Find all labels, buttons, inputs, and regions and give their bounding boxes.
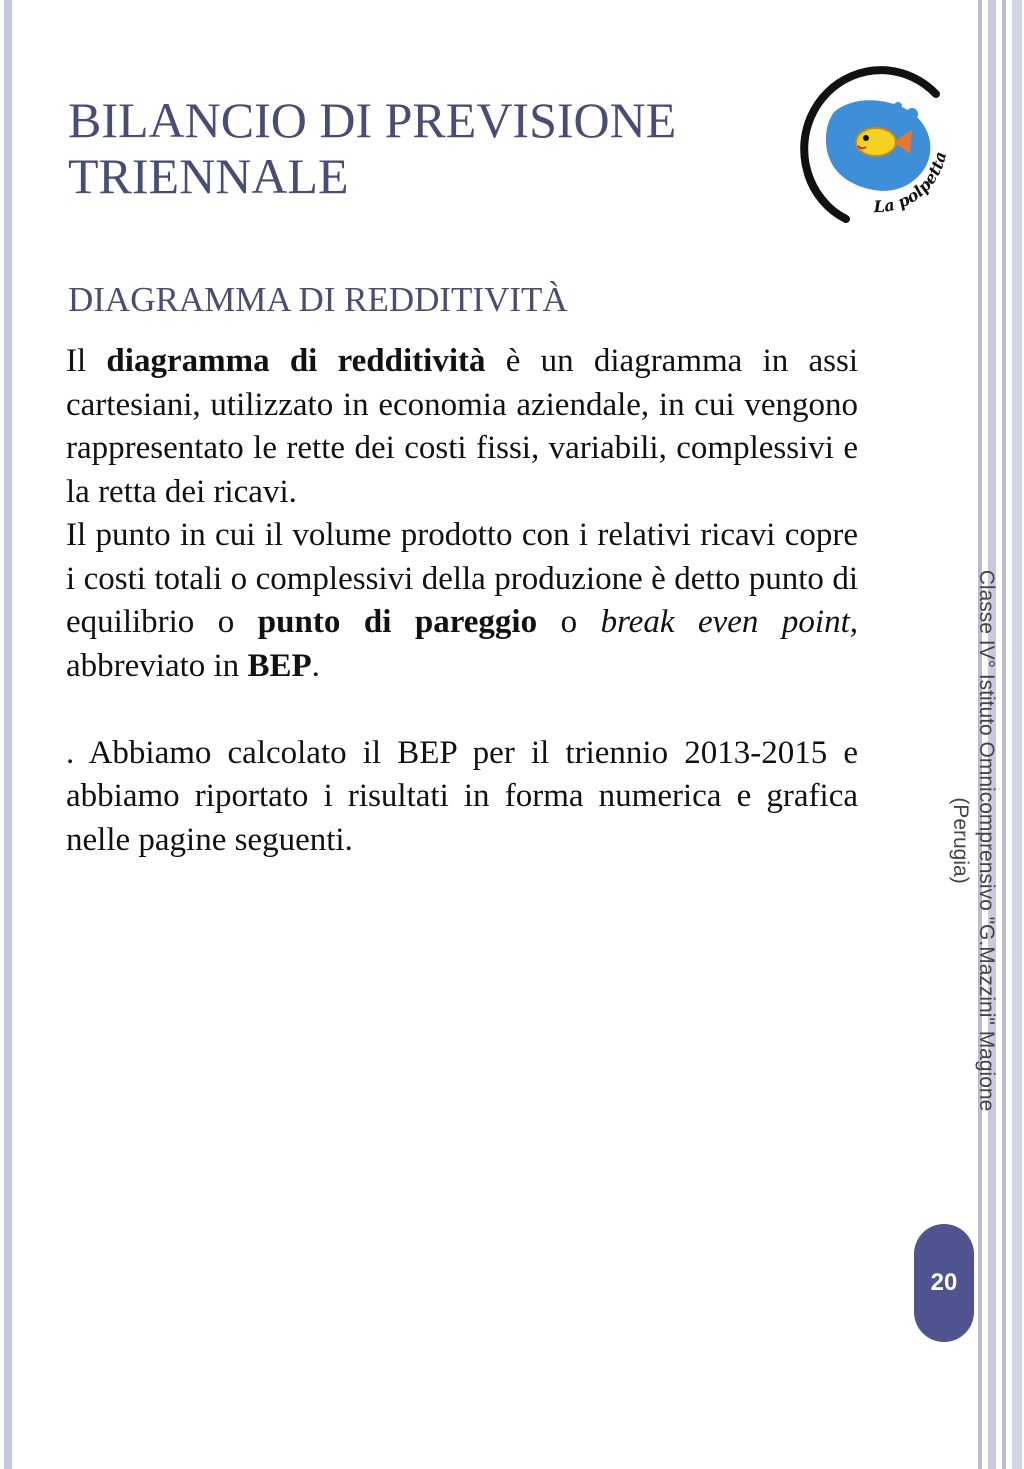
right-border-rule <box>1012 0 1022 1469</box>
paragraph: . Abbiamo calcolato il BEP per il triennio 2013-2015 e abbiamo riportato i risultati in forma numerica e grafica nelle pagine seguenti. <box>66 734 858 858</box>
page-title-line: BILANCIO DI PREVISIONE <box>68 92 677 148</box>
text-run: o <box>537 604 601 640</box>
text-run: . <box>311 647 320 684</box>
paragraph-gap <box>66 688 858 732</box>
italic-term: break even point, <box>600 604 858 640</box>
text-run: Il punto in cui il volume prodotto con i relativi ricavi copre i costi totali o complessivi della produzione è detto punto di equilibrio o <box>66 517 858 640</box>
body-text <box>66 340 858 862</box>
text-run: Il <box>66 343 107 379</box>
text-run: è un diagramma in assi cartesiani, utilizzato in economia aziendale, in cui vengono rappresentato le rette dei costi fissi, variabili, complessivi e la retta dei ricavi. <box>66 343 858 510</box>
page-title-line: TRIENNALE <box>68 148 349 204</box>
logo-lettering: La polpetta <box>873 149 951 217</box>
page-number-badge <box>914 1224 974 1342</box>
fish-logo-icon <box>786 54 958 234</box>
page-number: 20 <box>930 1269 958 1296</box>
bold-term: diagramma di redditività <box>106 343 486 379</box>
paragraph <box>66 340 858 514</box>
section-heading: DIAGRAMMA DI REDDITIVITÀ <box>68 280 568 319</box>
left-border-rule <box>4 0 12 1469</box>
footer-line: Classe IV° Istituto Omnicomprensivo "G.Mazzini" Magione <box>975 569 998 1112</box>
bold-term: punto di pareggio <box>257 604 538 640</box>
footer-line: (Perugia) <box>949 797 972 884</box>
page-title <box>68 92 768 204</box>
right-border-rule <box>1002 0 1006 1469</box>
paragraph <box>66 514 858 688</box>
bold-term: BEP <box>247 647 312 684</box>
text-run: abbreviato in <box>66 647 248 684</box>
vertical-footer-text <box>947 528 999 1153</box>
